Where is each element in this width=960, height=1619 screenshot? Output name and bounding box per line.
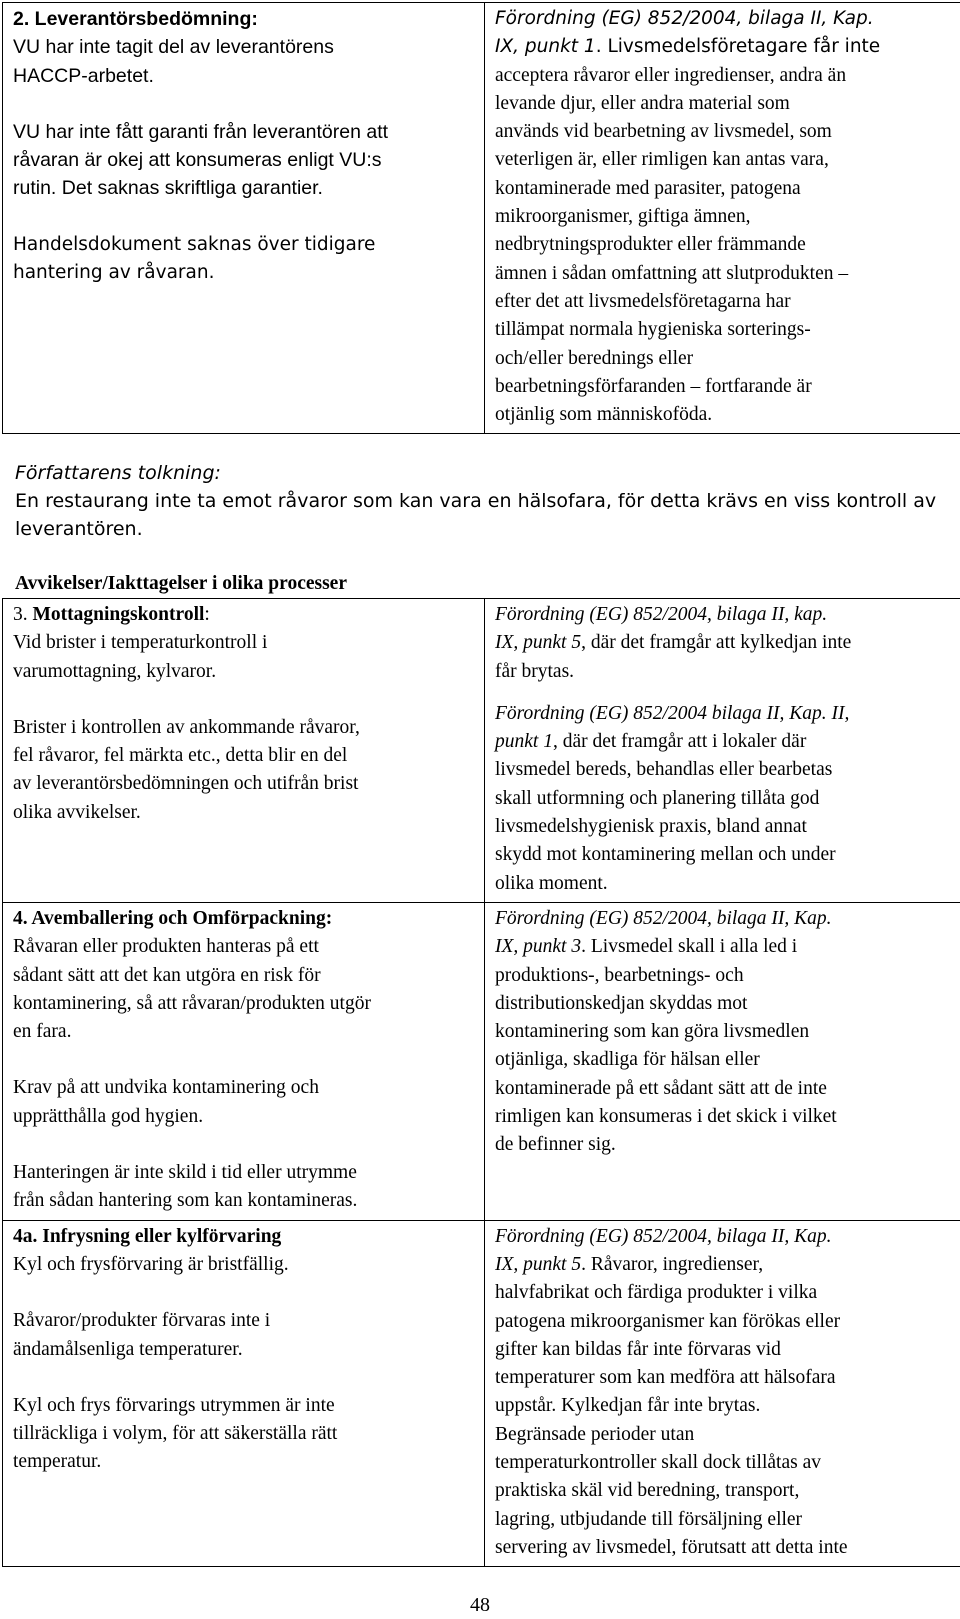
table-row [3, 3, 960, 434]
text-line: temperatur. [13, 1451, 102, 1473]
text-line: patogena mikroorganismer kan förökas eller [495, 1310, 841, 1332]
text-line: otjänlig som människoföda. [495, 404, 713, 426]
text-line: gifter kan bildas får inte förvaras vid [495, 1338, 781, 1360]
table-cell-observation [3, 599, 485, 903]
regulation-reference-cont: punkt 1 [495, 731, 553, 753]
text-line: av leverantörsbedömningen och utifrån brist [13, 773, 359, 795]
regulation-reference: Förordning (EG) 852/2004, bilaga II, Kap. [495, 907, 832, 929]
text-line: olika moment. [495, 872, 608, 894]
text-line: upprätthålla god hygien. [13, 1105, 204, 1127]
text-line: och/eller berednings eller [495, 347, 694, 369]
supplier-assessment-table [2, 2, 960, 434]
regulation-reference-cont: IX, punkt 3 [495, 936, 582, 958]
table-cell-observation [3, 902, 485, 1220]
text-line: används vid bearbetning av livsmedel, som [495, 121, 832, 143]
text-line: praktiska skäl vid beredning, transport, [495, 1480, 800, 1502]
table-cell-observation [3, 1220, 485, 1567]
interpretation-label: Författarens tolkning: [15, 462, 221, 484]
text-line: IX, punkt 5. Råvaror, ingredienser, [495, 1253, 764, 1275]
text-line: Råvaran eller produkten hanteras på ett [13, 936, 319, 958]
text-line: Begränsade perioder utan [495, 1423, 695, 1445]
section-heading: Avvikelser/Iakttagelser i olika processer [15, 573, 347, 594]
text-line: IX, punkt 1. Livsmedelsföretagare får inte [495, 36, 881, 58]
process-deviations-table [2, 598, 960, 1567]
text-line: livsmedel bereds, behandlas eller bearbetas [495, 759, 833, 781]
text-line: VU har inte fått garanti från leverantören att [13, 120, 389, 143]
text-line: temperaturer som kan medföra att hälsofara [495, 1367, 836, 1389]
table-cell-regulation [485, 599, 960, 903]
regulation-reference: Förordning (EG) 852/2004, bilaga II, Kap. [495, 8, 874, 29]
text-line: lagring, utbjudande till försäljning eller [495, 1508, 803, 1530]
page-number: 48 [470, 1594, 490, 1616]
text-line: ämnen i sådan omfattning att slutprodukten – [495, 262, 849, 284]
table-cell-observation [3, 3, 485, 434]
text-line: hantering av råvaran. [13, 262, 215, 284]
regulation-reference: Förordning (EG) 852/2004 bilaga II, Kap. II, [495, 702, 850, 724]
text-line: servering av livsmedel, förutsatt att detta inte [495, 1536, 848, 1558]
text-line: kontaminerade med parasiter, patogena [495, 177, 801, 199]
text-line: ändamålsenliga temperaturer. [13, 1338, 243, 1360]
text-line: varumottagning, kylvaror. [13, 660, 217, 682]
text-line: en fara. [13, 1021, 72, 1043]
table-cell-regulation [485, 1220, 960, 1567]
text-line: Krav på att undvika kontaminering och [13, 1077, 319, 1099]
section-heading-3: 3. Mottagningskontroll: [13, 604, 210, 625]
text-line: veterligen är, eller rimligen kan antas vara, [495, 149, 829, 171]
regulation-reference: Förordning (EG) 852/2004, bilaga II, Kap. [495, 1225, 832, 1247]
text-line: fel råvaror, fel märkta etc., detta blir en del [13, 745, 348, 767]
text-line: produktions-, bearbetnings- och [495, 964, 744, 986]
text-line: IX, punkt 3. Livsmedel skall i alla led i [495, 936, 798, 958]
text-line: rutin. Det saknas skriftliga garantier. [13, 177, 323, 200]
text-line: En restaurang inte ta emot råvaror som kan vara en hälsofara, för detta krävs en viss kontroll av [15, 490, 937, 512]
text-line: rimligen kan konsumeras i det skick i vilket [495, 1106, 837, 1128]
table-cell-regulation [485, 902, 960, 1220]
text-line: distributionskedjan skyddas mot [495, 992, 748, 1014]
text-line: HACCP-arbetet. [13, 64, 154, 87]
text-line: VU har inte tagit del av leverantörens [13, 36, 334, 59]
text-line: bearbetningsförfaranden – fortfarande är [495, 375, 812, 397]
regulation-reference-cont: IX, punkt 1 [495, 36, 596, 58]
text-line: Brister i kontrollen av ankommande råvaror, [13, 716, 360, 738]
text-line: från sådan hantering som kan kontamineras. [13, 1190, 358, 1212]
text-line: halvfabrikat och färdiga produkter i vilka [495, 1282, 818, 1304]
text-line: får brytas. [495, 660, 575, 682]
text-line: Vid brister i temperaturkontroll i [13, 632, 268, 654]
text-line: kontaminering som kan göra livsmedlen [495, 1021, 810, 1043]
text-line: råvaran är okej att konsumeras enligt VU:s [13, 149, 382, 172]
table-row [3, 902, 960, 1220]
text-line: nedbrytningsprodukter eller främmande [495, 234, 806, 256]
text-line: uppstår. Kylkedjan får inte brytas. [495, 1395, 761, 1417]
section-heading-2: 2. Leverantörsbedömning: [13, 8, 258, 30]
text-line: efter det att livsmedelsföretagarna har [495, 290, 791, 312]
text-line: skydd mot kontaminering mellan och under [495, 844, 836, 866]
regulation-reference: Förordning (EG) 852/2004, bilaga II, kap. [495, 604, 828, 625]
table-cell-regulation [485, 3, 960, 434]
text-line: tillräckliga i volym, för att säkerställa rätt [13, 1423, 338, 1445]
table-row [3, 599, 960, 903]
text-line: punkt 1, där det framgår att i lokaler där [495, 731, 807, 753]
text-line: livsmedelshygienisk praxis, bland annat [495, 816, 807, 838]
text-line: otjänliga, skadliga för hälsan eller [495, 1049, 760, 1071]
regulation-reference-cont: IX, punkt 5 [495, 1253, 582, 1275]
section-heading-4a: 4a. Infrysning eller kylförvaring [13, 1225, 282, 1247]
section-heading-4: 4. Avemballering och Omförpackning: [13, 907, 333, 929]
text-line: Kyl och frys förvarings utrymmen är inte [13, 1394, 335, 1416]
text-line: acceptera råvaror eller ingredienser, andra än [495, 64, 847, 86]
text-line: IX, punkt 5, där det framgår att kylkedjan inte [495, 632, 852, 654]
regulation-reference-cont: IX, punkt 5 [495, 632, 582, 654]
text-line: de befinner sig. [495, 1134, 616, 1156]
text-line: olika avvikelser. [13, 801, 141, 823]
text-line: tillämpat normala hygieniska sorterings- [495, 319, 811, 341]
text-line: Råvaror/produkter förvaras inte i [13, 1310, 271, 1332]
text-line: Handelsdokument saknas över tidigare [13, 233, 376, 255]
text-line: sådant sätt att det kan utgöra en risk för [13, 964, 321, 986]
text-line: temperaturkontroller skall dock tillåtas av [495, 1452, 821, 1474]
text-line: skall utformning och planering tillåta god [495, 787, 820, 809]
text-line: levande djur, eller andra material som [495, 92, 790, 114]
text-line: leverantören. [15, 518, 143, 540]
text-line: Hanteringen är inte skild i tid eller utrymme [13, 1162, 357, 1184]
table-row [3, 1220, 960, 1567]
text-line: kontaminerade på ett sådant sätt att de inte [495, 1077, 827, 1099]
text-line: Kyl och frysförvaring är bristfällig. [13, 1253, 289, 1275]
author-interpretation [15, 459, 945, 543]
text-line: mikroorganismer, giftiga ämnen, [495, 206, 751, 228]
text-line: kontaminering, så att råvaran/produkten utgör [13, 992, 371, 1014]
